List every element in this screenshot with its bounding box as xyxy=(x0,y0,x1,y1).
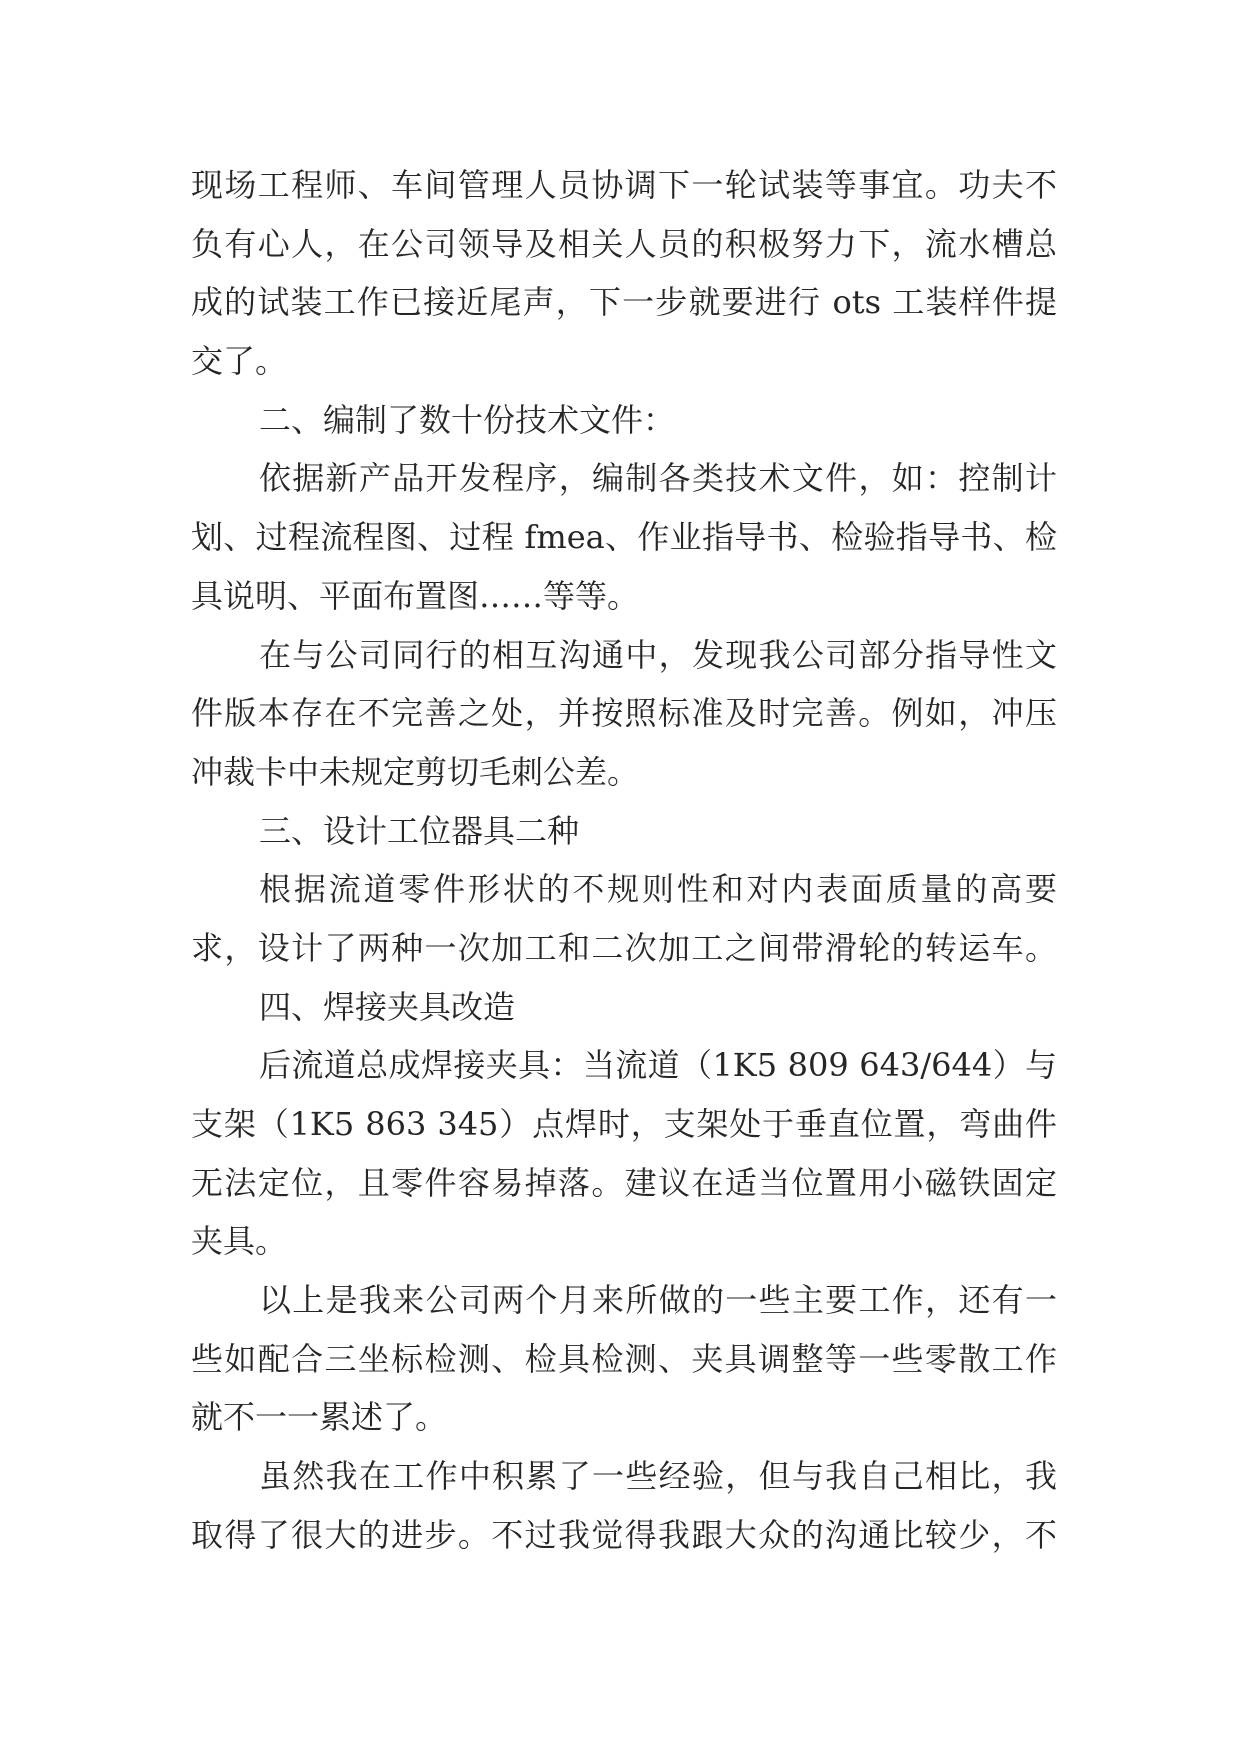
text-line: 冲裁卡中未规定剪切毛刺公差。 xyxy=(191,752,640,791)
text-line: 夹具。 xyxy=(191,1222,288,1261)
text-line: 划、过程流程图、过程 fmea、作业指导书、检验指导书、检 xyxy=(191,518,1057,557)
section-heading xyxy=(191,391,1057,450)
text-line: 后流道总成焊接夹具：当流道（1K5 809 643/644）与 xyxy=(259,1046,1057,1085)
paragraph xyxy=(191,1036,1057,1271)
paragraph xyxy=(191,1447,1057,1564)
text-line: 件版本存在不完善之处，并按照标准及时完善。例如，冲压 xyxy=(191,694,1057,733)
text-line: 在与公司同行的相互沟通中，发现我公司部分指导性文 xyxy=(259,635,1057,674)
text-line: 依据新产品开发程序，编制各类技术文件，如：控制计 xyxy=(259,459,1057,498)
section-heading-text: 二、编制了数十份技术文件： xyxy=(259,400,676,439)
text-line: 成的试装工作已接近尾声，下一步就要进行 ots 工装样件提 xyxy=(191,283,1057,322)
text-line: 根据流道零件形状的不规则性和对内表面质量的高要 xyxy=(259,870,1057,909)
text-line: 支架（1K5 863 345）点焊时，支架处于垂直位置，弯曲件 xyxy=(191,1105,1057,1143)
text-line: 就不一一累述了。 xyxy=(191,1398,448,1437)
text-line: 负有心人，在公司领导及相关人员的积极努力下，流水槽总 xyxy=(191,224,1057,263)
section-heading-text: 四、焊接夹具改造 xyxy=(259,987,516,1026)
text-line: 以上是我来公司两个月来所做的一些主要工作，还有一 xyxy=(259,1281,1057,1320)
paragraph xyxy=(191,449,1057,625)
text-line: 虽然我在工作中积累了一些经验，但与我自己相比，我 xyxy=(259,1457,1057,1496)
text-line: 具说明、平面布置图……等等。 xyxy=(191,576,640,615)
document-body xyxy=(191,156,1057,1565)
text-line: 取得了很大的进步。不过我觉得我跟大众的沟通比较少，不 xyxy=(191,1515,1057,1554)
section-heading-text: 三、设计工位器具二种 xyxy=(259,811,580,850)
paragraph xyxy=(191,1271,1057,1447)
paragraph xyxy=(191,156,1057,391)
text-line: 求，设计了两种一次加工和二次加工之间带滑轮的转运车。 xyxy=(191,928,1057,967)
text-line: 无法定位，且零件容易掉落。建议在适当位置用小磁铁固定 xyxy=(191,1163,1057,1202)
text-line: 交了。 xyxy=(191,342,288,381)
text-line: 些如配合三坐标检测、检具检测、夹具调整等一些零散工作 xyxy=(191,1339,1057,1378)
paragraph xyxy=(191,626,1057,802)
text-line: 现场工程师、车间管理人员协调下一轮试装等事宜。功夫不 xyxy=(191,166,1057,204)
section-heading xyxy=(191,802,1057,861)
section-heading xyxy=(191,978,1057,1037)
paragraph xyxy=(191,860,1057,977)
